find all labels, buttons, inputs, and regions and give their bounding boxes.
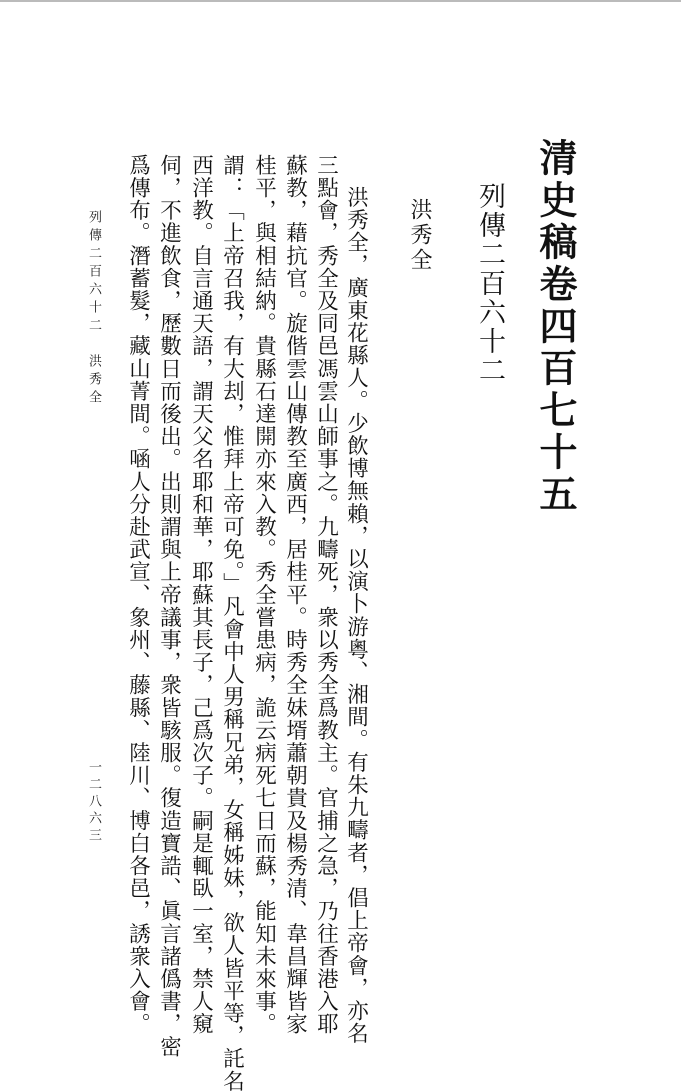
page-top-edge (0, 0, 681, 2)
page-number: 一二八六三 (86, 760, 101, 845)
running-head: 列傳二百六十二 洪秀全 (86, 210, 101, 408)
body-text-column: 蘇教，藉抗官。旋偕雲山傳教至廣西，居桂平。時秀全妹壻蕭朝貴及楊秀清、韋昌輝皆家 (282, 154, 308, 1036)
biography-subject-name: 洪秀全 (407, 198, 432, 273)
body-text-column: 爲傳布。潛蓄髮，藏山菁間。㖤人分赴武宣、象州、藤縣、陸川、博白各邑，誘衆入會。 (125, 154, 151, 1036)
body-text-column: 伺，不進飲食，歷數日而後出。出則謂與上帝議事，衆皆駭服。復造寶誥、眞言諸僞書，密 (156, 154, 182, 1058)
chapter-title: 列傳二百六十二 (474, 182, 505, 385)
body-text-column: 三點會，秀全及同邑馮雲山師事之。九疇死，衆以秀全爲教主。官捕之急，乃往香港入耶 (313, 154, 339, 1036)
body-text-column: 謂：「上帝召我，有大刦，惟拜上帝可免。」凡會中人男稱兄弟，女稱姊妹，欲人皆平等，託名 (219, 154, 245, 1092)
volume-title: 清史稿卷四百七十五 (533, 138, 578, 516)
body-text-column: 桂平，與相結納。貴縣石達開亦來入教。秀全嘗患病，詭云病死七日而蘇，能知未來事。 (251, 154, 277, 1036)
body-text-column: 洪秀全，廣東花縣人。少飲博無賴，以演卜游粵、湘間。有朱九疇者，倡上帝會，亦名 (343, 186, 369, 1045)
body-text-column: 西洋教。自言通天語，謂天父名耶和華，耶蘇其長子，己爲次子。嗣是輒臥一室，禁人窺 (188, 154, 214, 1036)
